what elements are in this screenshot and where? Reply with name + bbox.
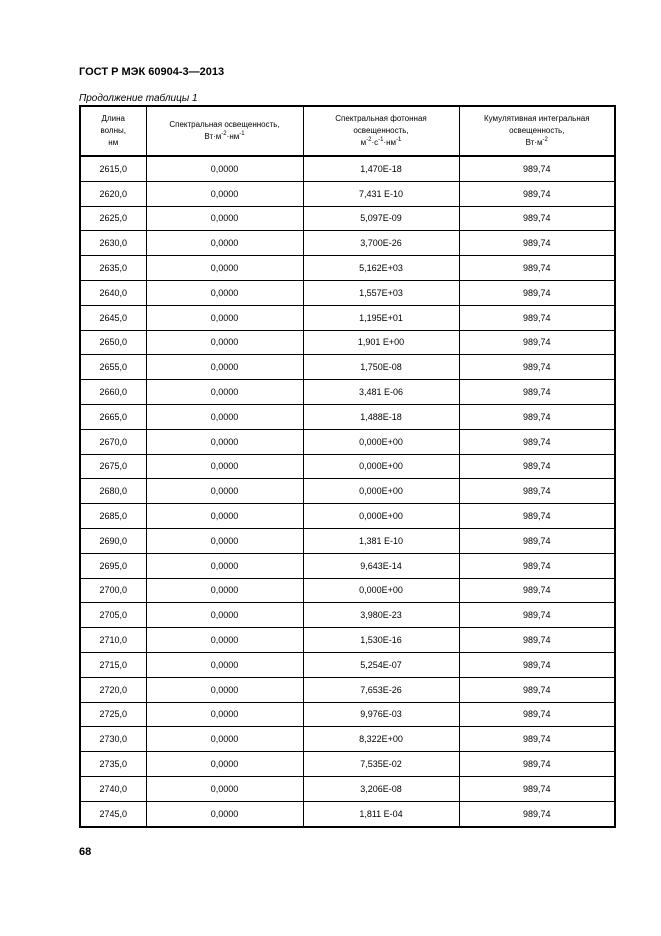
cell-wavelength: 2725,0 (80, 702, 146, 727)
table-row (80, 603, 615, 628)
table-header-row (80, 106, 615, 156)
cell-spectral-irradiance: 0,0000 (146, 280, 303, 305)
cell-spectral-irradiance: 0,0000 (146, 628, 303, 653)
cell-spectral-irradiance: 0,0000 (146, 652, 303, 677)
cell-spectral-irradiance: 0,0000 (146, 553, 303, 578)
cell-wavelength: 2670,0 (80, 429, 146, 454)
cell-photon-irradiance: 1,530E-16 (303, 628, 459, 653)
cell-cumulative-irradiance: 989,74 (459, 528, 615, 553)
table-row (80, 504, 615, 529)
cell-spectral-irradiance: 0,0000 (146, 727, 303, 752)
cell-wavelength: 2655,0 (80, 355, 146, 380)
header-line: Длина (101, 114, 125, 123)
cell-photon-irradiance: 7,431 E-10 (303, 181, 459, 206)
cell-photon-irradiance: 0,000E+00 (303, 479, 459, 504)
table-caption: Продолжение таблицы 1 (79, 93, 198, 104)
table-row (80, 528, 615, 553)
table-row (80, 206, 615, 231)
cell-spectral-irradiance: 0,0000 (146, 206, 303, 231)
cell-spectral-irradiance: 0,0000 (146, 677, 303, 702)
header-photon-irradiance (303, 106, 459, 156)
table-row (80, 553, 615, 578)
cell-spectral-irradiance: 0,0000 (146, 801, 303, 826)
cell-cumulative-irradiance: 989,74 (459, 231, 615, 256)
cell-photon-irradiance: 9,976E-03 (303, 702, 459, 727)
cell-cumulative-irradiance: 989,74 (459, 479, 615, 504)
cell-photon-irradiance: 3,980E-23 (303, 603, 459, 628)
cell-spectral-irradiance: 0,0000 (146, 429, 303, 454)
cell-cumulative-irradiance: 989,74 (459, 156, 615, 181)
table-row (80, 280, 615, 305)
cell-wavelength: 2695,0 (80, 553, 146, 578)
cell-photon-irradiance: 7,535E-02 (303, 752, 459, 777)
cell-photon-irradiance: 1,195E+01 (303, 305, 459, 330)
table-row (80, 578, 615, 603)
table-row (80, 429, 615, 454)
cell-wavelength: 2615,0 (80, 156, 146, 181)
cell-cumulative-irradiance: 989,74 (459, 429, 615, 454)
cell-photon-irradiance: 8,322E+00 (303, 727, 459, 752)
cell-wavelength: 2685,0 (80, 504, 146, 529)
cell-spectral-irradiance: 0,0000 (146, 528, 303, 553)
cell-spectral-irradiance: 0,0000 (146, 305, 303, 330)
cell-wavelength: 2635,0 (80, 256, 146, 281)
cell-spectral-irradiance: 0,0000 (146, 355, 303, 380)
cell-spectral-irradiance: 0,0000 (146, 181, 303, 206)
cell-spectral-irradiance: 0,0000 (146, 752, 303, 777)
cell-photon-irradiance: 9,643E-14 (303, 553, 459, 578)
cell-cumulative-irradiance: 989,74 (459, 330, 615, 355)
table-row (80, 380, 615, 405)
cell-cumulative-irradiance: 989,74 (459, 305, 615, 330)
cell-spectral-irradiance: 0,0000 (146, 231, 303, 256)
document-title: ГОСТ Р МЭК 60904-3—2013 (79, 66, 225, 78)
cell-cumulative-irradiance: 989,74 (459, 776, 615, 801)
header-line: освещенность, (509, 126, 565, 135)
cell-spectral-irradiance: 0,0000 (146, 603, 303, 628)
cell-wavelength: 2710,0 (80, 628, 146, 653)
cell-wavelength: 2625,0 (80, 206, 146, 231)
header-line: освещенность, (353, 126, 409, 135)
table-row (80, 181, 615, 206)
table-row (80, 776, 615, 801)
cell-photon-irradiance: 0,000E+00 (303, 504, 459, 529)
table-row (80, 628, 615, 653)
cell-wavelength: 2680,0 (80, 479, 146, 504)
table-row (80, 677, 615, 702)
table-row (80, 355, 615, 380)
cell-spectral-irradiance: 0,0000 (146, 504, 303, 529)
cell-cumulative-irradiance: 989,74 (459, 504, 615, 529)
table-row (80, 305, 615, 330)
cell-cumulative-irradiance: 989,74 (459, 603, 615, 628)
cell-cumulative-irradiance: 989,74 (459, 380, 615, 405)
cell-photon-irradiance: 0,000E+00 (303, 578, 459, 603)
cell-photon-irradiance: 7,653E-26 (303, 677, 459, 702)
header-cumulative-irradiance (459, 106, 615, 156)
cell-photon-irradiance: 0,000E+00 (303, 454, 459, 479)
cell-wavelength: 2665,0 (80, 404, 146, 429)
cell-photon-irradiance: 1,750E-08 (303, 355, 459, 380)
cell-wavelength: 2735,0 (80, 752, 146, 777)
table-row (80, 479, 615, 504)
cell-photon-irradiance: 1,488E-18 (303, 404, 459, 429)
cell-cumulative-irradiance: 989,74 (459, 206, 615, 231)
cell-wavelength: 2645,0 (80, 305, 146, 330)
cell-photon-irradiance: 1,811 E-04 (303, 801, 459, 826)
cell-wavelength: 2690,0 (80, 528, 146, 553)
cell-photon-irradiance: 1,381 E-10 (303, 528, 459, 553)
cell-cumulative-irradiance: 989,74 (459, 702, 615, 727)
cell-wavelength: 2675,0 (80, 454, 146, 479)
table-row (80, 454, 615, 479)
cell-cumulative-irradiance: 989,74 (459, 553, 615, 578)
cell-spectral-irradiance: 0,0000 (146, 404, 303, 429)
cell-photon-irradiance: 3,481 E-06 (303, 380, 459, 405)
cell-spectral-irradiance: 0,0000 (146, 578, 303, 603)
header-wavelength (80, 106, 146, 156)
header-line: нм (108, 138, 119, 147)
cell-wavelength: 2660,0 (80, 380, 146, 405)
header-line: Спектральная фотонная (335, 114, 427, 123)
cell-cumulative-irradiance: 989,74 (459, 801, 615, 826)
header-unit: $Вт\cdot м^{-2}\cdot нм^{-1}$ (204, 131, 245, 141)
cell-cumulative-irradiance: 989,74 (459, 652, 615, 677)
header-line: Кумулятивная интегральная (483, 114, 590, 123)
cell-photon-irradiance: 3,206E-08 (303, 776, 459, 801)
table-row (80, 727, 615, 752)
table-body (80, 156, 615, 827)
cell-wavelength: 2720,0 (80, 677, 146, 702)
cell-cumulative-irradiance: 989,74 (459, 280, 615, 305)
spectral-table (79, 105, 616, 828)
cell-wavelength: 2620,0 (80, 181, 146, 206)
table-row (80, 652, 615, 677)
table-row (80, 752, 615, 777)
cell-wavelength: 2740,0 (80, 776, 146, 801)
table-row (80, 256, 615, 281)
cell-photon-irradiance: 5,254E-07 (303, 652, 459, 677)
cell-wavelength: 2705,0 (80, 603, 146, 628)
table-row (80, 156, 615, 181)
cell-wavelength: 2700,0 (80, 578, 146, 603)
cell-spectral-irradiance: 0,0000 (146, 256, 303, 281)
cell-photon-irradiance: 1,557E+03 (303, 280, 459, 305)
table-row (80, 330, 615, 355)
cell-spectral-irradiance: 0,0000 (146, 156, 303, 181)
cell-wavelength: 2630,0 (80, 231, 146, 256)
header-unit: $м^{-2}\cdot с^{-1}\cdot нм^{-1}$ (360, 137, 402, 147)
cell-spectral-irradiance: 0,0000 (146, 454, 303, 479)
cell-cumulative-irradiance: 989,74 (459, 578, 615, 603)
cell-cumulative-irradiance: 989,74 (459, 727, 615, 752)
cell-photon-irradiance: 5,162E+03 (303, 256, 459, 281)
cell-cumulative-irradiance: 989,74 (459, 181, 615, 206)
cell-wavelength: 2715,0 (80, 652, 146, 677)
page-number: 68 (79, 846, 92, 858)
cell-photon-irradiance: 0,000E+00 (303, 429, 459, 454)
header-unit: $Вт\cdot м^{-2}$ (525, 137, 548, 147)
cell-spectral-irradiance: 0,0000 (146, 776, 303, 801)
cell-spectral-irradiance: 0,0000 (146, 380, 303, 405)
cell-spectral-irradiance: 0,0000 (146, 479, 303, 504)
table-row (80, 231, 615, 256)
cell-photon-irradiance: 5,097E-09 (303, 206, 459, 231)
cell-spectral-irradiance: 0,0000 (146, 330, 303, 355)
header-spectral-irradiance (146, 106, 303, 156)
cell-wavelength: 2730,0 (80, 727, 146, 752)
header-line: Спектральная освещенность, (169, 120, 280, 129)
table-row (80, 702, 615, 727)
cell-cumulative-irradiance: 989,74 (459, 454, 615, 479)
cell-photon-irradiance: 3,700E-26 (303, 231, 459, 256)
cell-cumulative-irradiance: 989,74 (459, 355, 615, 380)
cell-cumulative-irradiance: 989,74 (459, 677, 615, 702)
cell-cumulative-irradiance: 989,74 (459, 404, 615, 429)
cell-cumulative-irradiance: 989,74 (459, 752, 615, 777)
cell-cumulative-irradiance: 989,74 (459, 256, 615, 281)
cell-cumulative-irradiance: 989,74 (459, 628, 615, 653)
cell-photon-irradiance: 1,901 E+00 (303, 330, 459, 355)
cell-wavelength: 2745,0 (80, 801, 146, 826)
header-line: волны, (100, 126, 126, 135)
cell-wavelength: 2640,0 (80, 280, 146, 305)
table-row (80, 404, 615, 429)
table-row (80, 801, 615, 826)
cell-photon-irradiance: 1,470E-18 (303, 156, 459, 181)
cell-spectral-irradiance: 0,0000 (146, 702, 303, 727)
cell-wavelength: 2650,0 (80, 330, 146, 355)
